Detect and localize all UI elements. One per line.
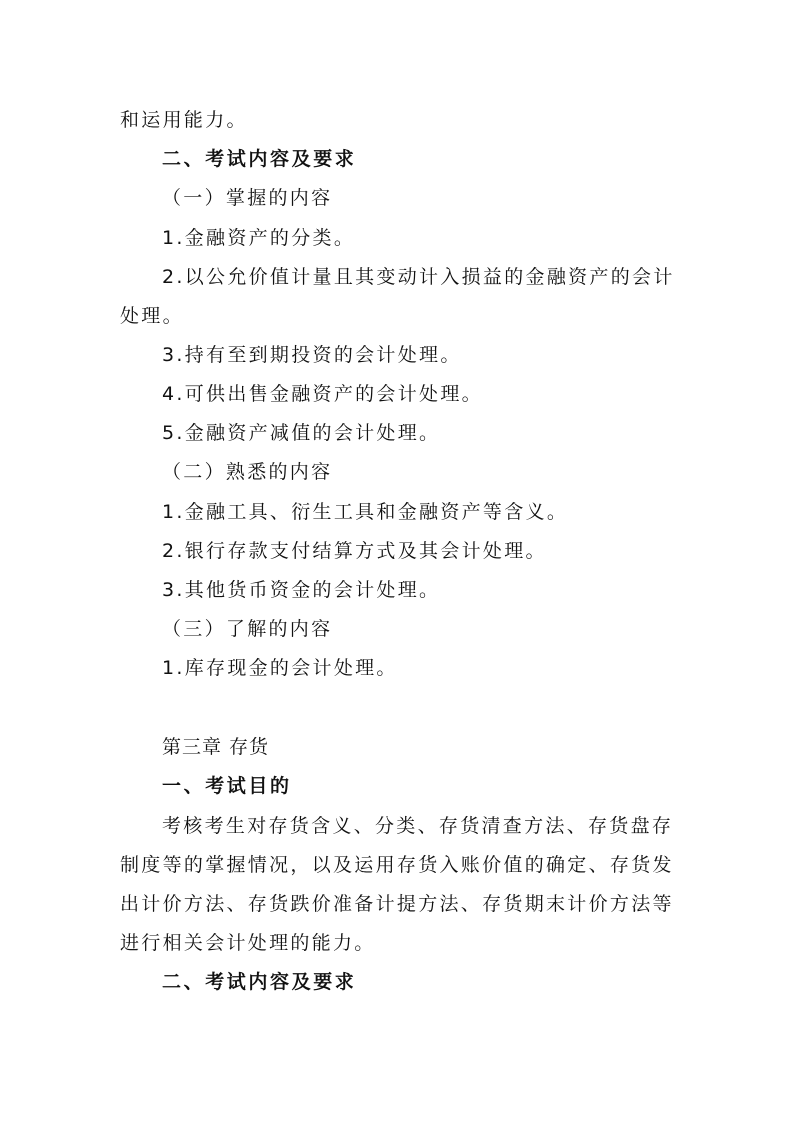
- list-item: 1.库存现金的会计处理。: [162, 657, 398, 679]
- list-item: 3.持有至到期投资的会计处理。: [162, 344, 462, 366]
- list-item: 1.金融工具、衍生工具和金融资产等含义。: [162, 501, 569, 523]
- paragraph-line: 制度等的掌握情况，以及运用存货入账价值的确定、存货发: [120, 854, 674, 876]
- text-line: 处理。: [120, 305, 184, 327]
- subsection-heading: （二）熟悉的内容: [162, 461, 333, 483]
- list-item: 3.其他货币资金的会计处理。: [162, 579, 441, 601]
- text-line: 和运用能力。: [120, 109, 248, 131]
- list-item: 4.可供出售金融资产的会计处理。: [162, 383, 483, 405]
- section-heading: 二、考试内容及要求: [162, 971, 357, 993]
- subsection-heading: （三）了解的内容: [162, 618, 333, 640]
- list-item: 1.金融资产的分类。: [162, 227, 356, 249]
- list-item: 2.银行存款支付结算方式及其会计处理。: [162, 540, 547, 562]
- section-heading: 二、考试内容及要求: [162, 148, 357, 170]
- list-item: 5.金融资产减值的会计处理。: [162, 422, 441, 444]
- paragraph-line: 进行相关会计处理的能力。: [120, 932, 376, 954]
- section-heading: 一、考试目的: [162, 775, 292, 797]
- chapter-title: 第三章 存货: [162, 736, 270, 758]
- subsection-heading: （一）掌握的内容: [162, 187, 333, 209]
- paragraph-line: 考核考生对存货含义、分类、存货清查方法、存货盘存: [162, 815, 674, 837]
- paragraph-line: 出计价方法、存货跌价准备计提方法、存货期末计价方法等: [120, 893, 674, 915]
- list-item: 2.以公允价值计量且其变动计入损益的金融资产的会计: [162, 266, 675, 288]
